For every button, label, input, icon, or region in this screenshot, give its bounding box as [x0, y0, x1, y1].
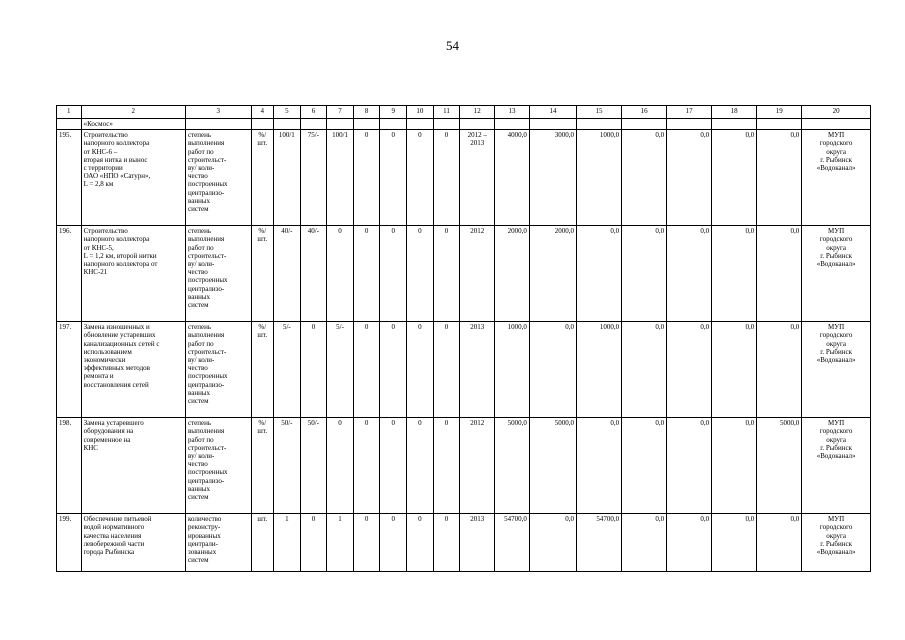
- cell-num: 199.: [57, 514, 82, 572]
- cell-c5: 100/1: [274, 130, 301, 226]
- cell-num: 198.: [57, 418, 82, 514]
- cell-c17: 0,0: [667, 130, 712, 226]
- cell-c16: 0,0: [622, 514, 667, 572]
- column-number-18: 18: [712, 106, 757, 119]
- cell-unit: шт.: [251, 514, 274, 572]
- cell-c10: 0: [407, 226, 434, 322]
- cell-c16: 0,0: [622, 418, 667, 514]
- cell-c13: 2000,0: [495, 226, 530, 322]
- column-number-13: 13: [495, 106, 530, 119]
- cell-c19: 5000,0: [757, 418, 802, 514]
- cell-c16: 0,0: [622, 322, 667, 418]
- cell-c8: 0: [353, 226, 380, 322]
- continuation-text: «Космос»: [81, 119, 185, 130]
- cell-name: Замена устаревшего оборудования на современное на КНС: [81, 418, 185, 514]
- cell-c16: 0,0: [622, 130, 667, 226]
- column-number-8: 8: [353, 106, 380, 119]
- column-number-10: 10: [407, 106, 434, 119]
- cell-indicator: степень выполнения работ по строительст- ву/ коли- чество построенных централизо- ванных систем: [186, 130, 252, 226]
- cell-c18: 0,0: [712, 418, 757, 514]
- cell-executor: МУП городского округа г. Рыбинск «Водоканал»: [802, 322, 871, 418]
- cell-c9: 0: [380, 322, 407, 418]
- column-number-5: 5: [274, 106, 301, 119]
- cell-c15: 0,0: [577, 418, 622, 514]
- cell-c8: 0: [353, 418, 380, 514]
- column-number-row: [57, 106, 871, 119]
- program-table: [56, 105, 871, 572]
- cell-c18: 0,0: [712, 514, 757, 572]
- cell-c6: 50/-: [300, 418, 327, 514]
- cell-c7: 100/1: [327, 130, 354, 226]
- cell-c6: 0: [300, 322, 327, 418]
- column-number-4: 4: [251, 106, 274, 119]
- cell-c14: 2000,0: [529, 226, 576, 322]
- column-number-12: 12: [460, 106, 495, 119]
- cell-c17: 0,0: [667, 514, 712, 572]
- table-row: [57, 226, 871, 322]
- cell-c17: 0,0: [667, 418, 712, 514]
- cell-c8: 0: [353, 130, 380, 226]
- column-number-1: 1: [57, 106, 82, 119]
- cell-c18: 0,0: [712, 322, 757, 418]
- cell-c9: 0: [380, 130, 407, 226]
- column-number-11: 11: [433, 106, 460, 119]
- cell-c11: 0: [433, 322, 460, 418]
- cell-executor: МУП городского округа г. Рыбинск «Водоканал»: [802, 418, 871, 514]
- cell-c10: 0: [407, 322, 434, 418]
- cell-c11: 0: [433, 418, 460, 514]
- cell-c5: 5/-: [274, 322, 301, 418]
- cell-c9: 0: [380, 418, 407, 514]
- cell-indicator: степень выполнения работ по строительст- ву/ коли- чество построенных централизо- ванных систем: [186, 226, 252, 322]
- cell-c6: 0: [300, 514, 327, 572]
- cell-c11: 0: [433, 514, 460, 572]
- cell-c8: 0: [353, 514, 380, 572]
- cell-unit: %/ шт.: [251, 226, 274, 322]
- cell-c19: 0,0: [757, 226, 802, 322]
- cell-c13: 54700,0: [495, 514, 530, 572]
- cell-c14: 0,0: [529, 322, 576, 418]
- column-number-9: 9: [380, 106, 407, 119]
- cell-indicator: степень выполнения работ по строительст- ву/ коли- чество построенных централизо- ванных систем: [186, 322, 252, 418]
- cell-c9: 0: [380, 226, 407, 322]
- cell-c14: 0,0: [529, 514, 576, 572]
- column-number-20: 20: [802, 106, 871, 119]
- cell-c7: 5/-: [327, 322, 354, 418]
- cell-executor: МУП городского округа г. Рыбинск «Водоканал»: [802, 514, 871, 572]
- column-number-2: 2: [81, 106, 185, 119]
- column-number-3: 3: [186, 106, 252, 119]
- cell-name: Обеспечение питьевой водой нормативного качества населения левобережной части города Рыбинска: [81, 514, 185, 572]
- cell-num: 197.: [57, 322, 82, 418]
- cell-c7: 0: [327, 418, 354, 514]
- cell-executor: МУП городского округа г. Рыбинск «Водоканал»: [802, 130, 871, 226]
- cell-c10: 0: [407, 418, 434, 514]
- cell-unit: %/ шт.: [251, 322, 274, 418]
- cell-name: Замена изношенных и обновление устаревших канализационных сетей с использованием экономически эффективных методов ремонта и восстановления сетей: [81, 322, 185, 418]
- cell-c18: 0,0: [712, 130, 757, 226]
- cell-c9: 0: [380, 514, 407, 572]
- cell-num: 196.: [57, 226, 82, 322]
- page-number: 54: [446, 38, 459, 53]
- cell-c5: 50/-: [274, 418, 301, 514]
- cell-c5: 1: [274, 514, 301, 572]
- cell-c5: 40/-: [274, 226, 301, 322]
- cell-num: 195.: [57, 130, 82, 226]
- cell-c6: 40/-: [300, 226, 327, 322]
- cell-c19: 0,0: [757, 514, 802, 572]
- cell-c18: 0,0: [712, 226, 757, 322]
- cell-indicator: степень выполнения работ по строительст- ву/ коли- чество построенных централизо- ванных систем: [186, 418, 252, 514]
- cell-unit: %/ шт.: [251, 130, 274, 226]
- table-row: [57, 130, 871, 226]
- table-row: [57, 418, 871, 514]
- cell-year: 2013: [460, 514, 495, 572]
- cell-c14: 5000,0: [529, 418, 576, 514]
- cell-year: 2013: [460, 322, 495, 418]
- table-row: [57, 322, 871, 418]
- cell-c11: 0: [433, 226, 460, 322]
- cell-unit: %/ шт.: [251, 418, 274, 514]
- column-number-16: 16: [622, 106, 667, 119]
- cell-c10: 0: [407, 514, 434, 572]
- cell-year: 2012: [460, 418, 495, 514]
- cell-c8: 0: [353, 322, 380, 418]
- cell-c10: 0: [407, 130, 434, 226]
- column-number-7: 7: [327, 106, 354, 119]
- cell-c19: 0,0: [757, 322, 802, 418]
- column-number-6: 6: [300, 106, 327, 119]
- cell-name: Строительство напорного коллектора от КНС-6 – вторая нитка и вынос с территории ОАО «НПО «Сатурн», L = 2,8 км: [81, 130, 185, 226]
- continuation-row: [57, 119, 871, 130]
- cell-indicator: количество реконстру- ированных централи- зованных систем: [186, 514, 252, 572]
- column-number-17: 17: [667, 106, 712, 119]
- column-number-14: 14: [529, 106, 576, 119]
- cell-c19: 0,0: [757, 130, 802, 226]
- cell-c15: 0,0: [577, 226, 622, 322]
- cell-c13: 4000,0: [495, 130, 530, 226]
- cell-c13: 5000,0: [495, 418, 530, 514]
- table-row: [57, 514, 871, 572]
- cell-c15: 54700,0: [577, 514, 622, 572]
- cell-c7: 0: [327, 226, 354, 322]
- cell-c15: 1000,0: [577, 130, 622, 226]
- cell-c13: 1000,0: [495, 322, 530, 418]
- cell-c17: 0,0: [667, 226, 712, 322]
- column-number-15: 15: [577, 106, 622, 119]
- cell-c15: 1000,0: [577, 322, 622, 418]
- column-number-19: 19: [757, 106, 802, 119]
- cell-executor: МУП городского округа г. Рыбинск «Водоканал»: [802, 226, 871, 322]
- cell-year: 2012 – 2013: [460, 130, 495, 226]
- cell-c11: 0: [433, 130, 460, 226]
- cell-year: 2012: [460, 226, 495, 322]
- cell-c7: 1: [327, 514, 354, 572]
- cell-c16: 0,0: [622, 226, 667, 322]
- cell-c17: 0,0: [667, 322, 712, 418]
- cell-c14: 3000,0: [529, 130, 576, 226]
- cell-c6: 75/-: [300, 130, 327, 226]
- cell-name: Строительство напорного коллектора от КНС-5, L = 1,2 км, второй нитки напорного коллектора от КНС-21: [81, 226, 185, 322]
